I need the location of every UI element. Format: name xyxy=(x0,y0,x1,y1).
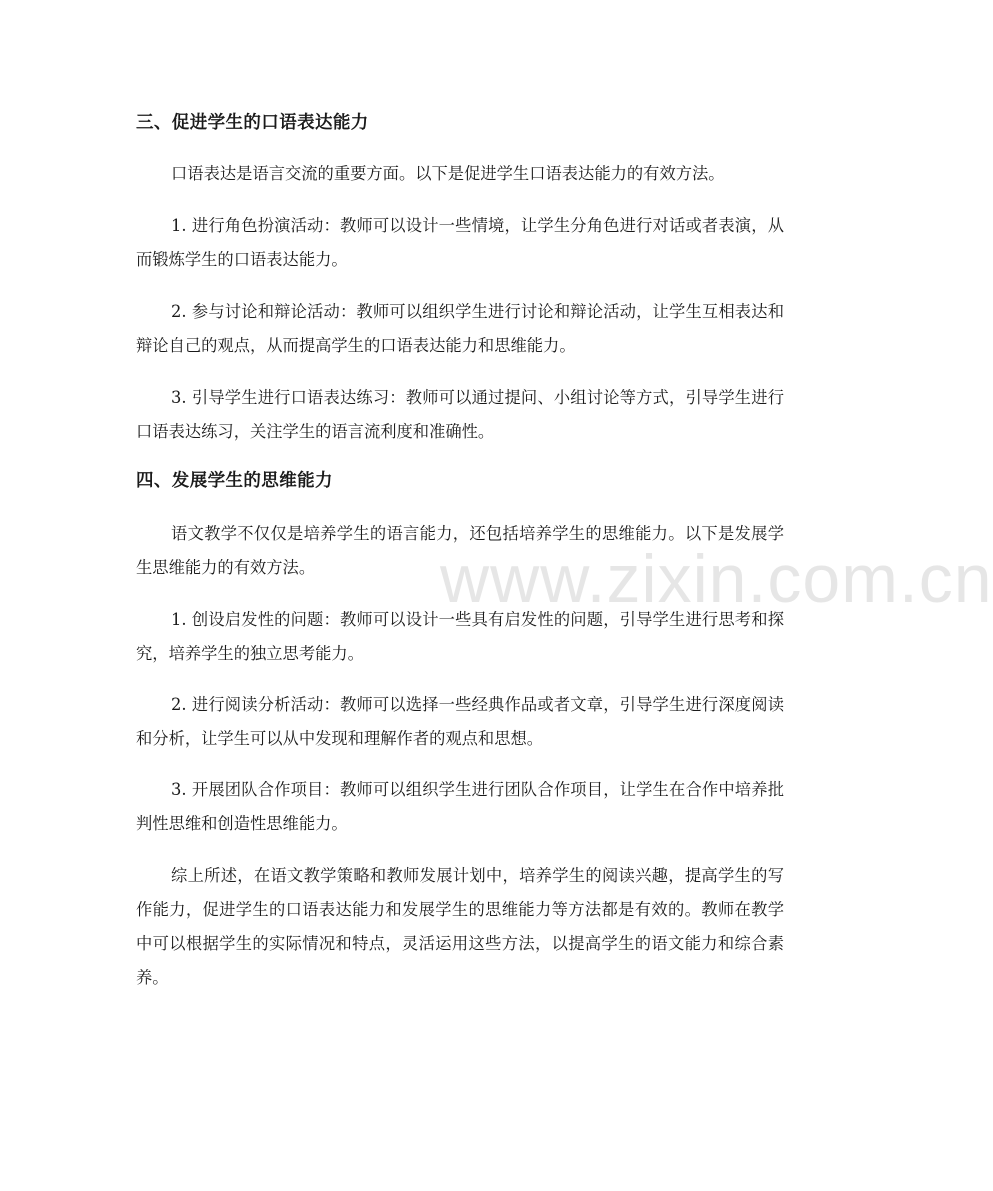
section-heading-4: 四、发展学生的思维能力 xyxy=(136,471,333,491)
paragraph-oral-method-1: 1. 进行角色扮演活动：教师可以设计一些情境，让学生分角色进行对话或者表演，从而锻炼学生的口语表达能力。 xyxy=(136,216,784,269)
paragraph-thinking-method-3: 3. 开展团队合作项目：教师可以组织学生进行团队合作项目，让学生在合作中培养批判性思维和创造性思维能力。 xyxy=(136,780,784,833)
paragraph-thinking-method-1: 1. 创设启发性的问题：教师可以设计一些具有启发性的问题，引导学生进行思考和探究，培养学生的独立思考能力。 xyxy=(136,610,784,663)
paragraph-thinking-method-2: 2. 进行阅读分析活动：教师可以选择一些经典作品或者文章，引导学生进行深度阅读和分析，让学生可以从中发现和理解作者的观点和思想。 xyxy=(136,695,784,748)
paragraph-intro-oral: 口语表达是语言交流的重要方面。以下是促进学生口语表达能力的有效方法。 xyxy=(171,164,725,183)
paragraph-oral-method-2: 2. 参与讨论和辩论活动：教师可以组织学生进行讨论和辩论活动，让学生互相表达和辩论自己的观点，从而提高学生的口语表达能力和思维能力。 xyxy=(136,302,784,355)
watermark: www.zixin.com.cn xyxy=(440,541,993,617)
paragraph-oral-method-3: 3. 引导学生进行口语表达练习：教师可以通过提问、小组讨论等方式，引导学生进行口语表达练习，关注学生的语言流利度和准确性。 xyxy=(136,388,784,441)
paragraph-conclusion: 综上所述，在语文教学策略和教师发展计划中，培养学生的阅读兴趣，提高学生的写作能力，促进学生的口语表达能力和发展学生的思维能力等方法都是有效的。教师在教学中可以根据学生的实际情况和特点，灵活运用这些方法，以提高学生的语文能力和综合素养。 xyxy=(136,866,784,987)
section-heading-3: 三、促进学生的口语表达能力 xyxy=(136,113,369,133)
paragraph-intro-thinking: 语文教学不仅仅是培养学生的语言能力，还包括培养学生的思维能力。以下是发展学生思维能力的有效方法。 xyxy=(136,524,784,577)
